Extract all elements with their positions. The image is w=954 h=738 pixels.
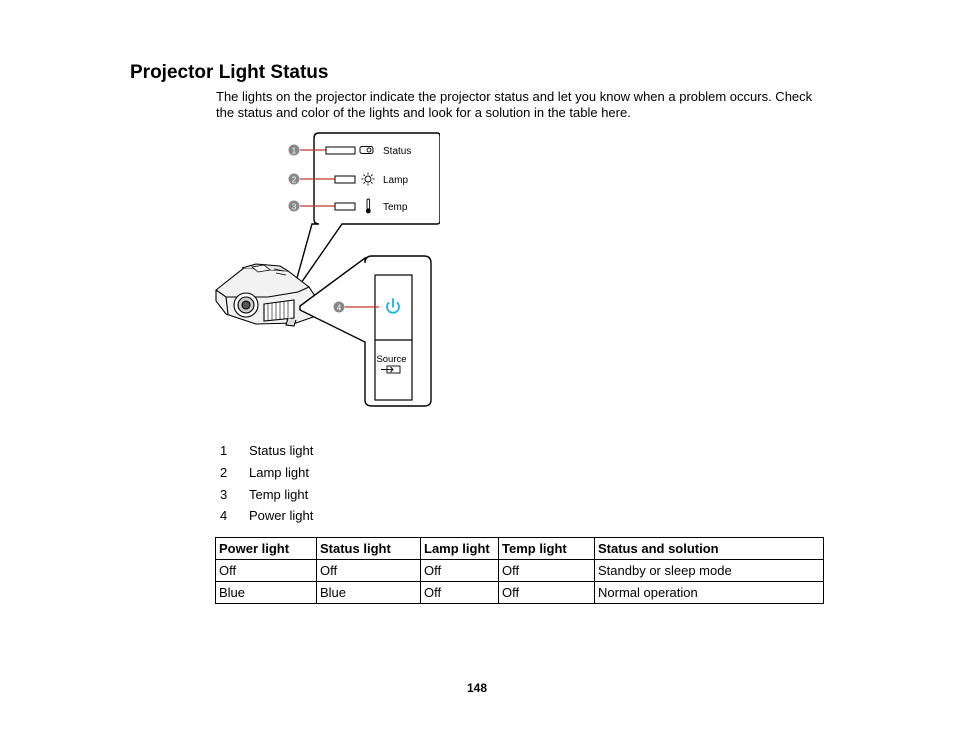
legend-number: 3: [220, 486, 228, 502]
legend-label: Temp light: [249, 486, 309, 502]
legend-label: Power light: [249, 508, 314, 524]
table-cell: Standby or sleep mode: [595, 560, 824, 582]
header-temp-light: Temp light: [499, 538, 595, 560]
legend-number: 4: [220, 508, 228, 524]
lamp-indicator: [335, 176, 355, 183]
lamp-label: Lamp: [383, 175, 409, 186]
temp-label: Temp: [383, 202, 408, 213]
header-lamp-light: Lamp light: [421, 538, 499, 560]
legend-item: [220, 462, 313, 484]
status-label: Status: [383, 146, 412, 157]
light-status-table: [215, 537, 824, 604]
temp-indicator: [335, 203, 355, 210]
table-cell: Blue: [317, 582, 421, 604]
source-label: Source: [376, 354, 407, 365]
callout-3-num: 3: [291, 202, 297, 212]
table-cell: Off: [317, 560, 421, 582]
table-row: [216, 582, 824, 604]
legend-item: [220, 505, 313, 527]
projector-lights-figure: [208, 128, 440, 410]
figure-legend: [220, 440, 313, 527]
table-cell: Blue: [216, 582, 317, 604]
callout-4-num: 4: [336, 303, 342, 313]
legend-number: 2: [220, 465, 228, 481]
callout-1-num: 1: [291, 146, 297, 156]
table-cell: Off: [216, 560, 317, 582]
table-cell: Off: [499, 582, 595, 604]
legend-item: [220, 440, 313, 462]
button-column: [375, 275, 412, 400]
header-status-light: Status light: [317, 538, 421, 560]
table-cell: Off: [499, 560, 595, 582]
intro-paragraph: The lights on the projector indicate the projector status and let you know when a problem occurs. Check the status and color of the lights and look for a solution in the table here.: [216, 89, 813, 120]
table-row: [216, 560, 824, 582]
legend-label: Status light: [249, 443, 314, 459]
table-header-row: [216, 538, 824, 560]
table-cell: Off: [421, 560, 499, 582]
legend-label: Lamp light: [249, 465, 309, 481]
table-cell: Normal operation: [595, 582, 824, 604]
header-power-light: Power light: [216, 538, 317, 560]
page-title: Projector Light Status: [130, 62, 329, 83]
status-indicator: [326, 147, 355, 154]
table-cell: Off: [421, 582, 499, 604]
page-number: 148: [466, 681, 488, 695]
legend-item: [220, 483, 313, 505]
legend-number: 1: [220, 443, 228, 459]
header-status-solution: Status and solution: [595, 538, 824, 560]
callout-2-num: 2: [291, 175, 297, 185]
